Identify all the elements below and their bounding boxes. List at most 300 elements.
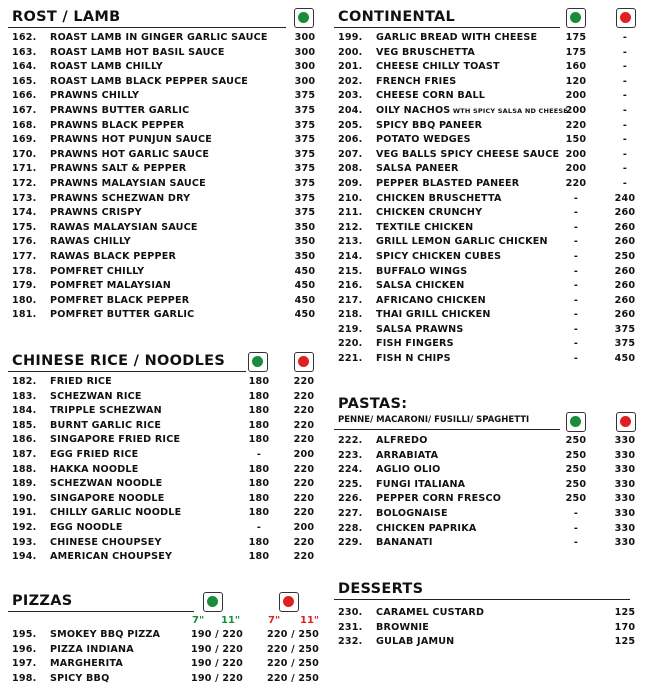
item-name: BOLOGNAISE [376,507,448,519]
item-price: 125 [614,607,636,618]
nonveg-price: 330 [614,507,636,519]
item-number: 192. [12,521,37,533]
item-name: FISH N CHIPS [376,353,451,365]
item-name: CHILLY GARLIC NOODLE [50,507,182,519]
menu-item-row [8,390,326,405]
item-number: 181. [12,309,37,321]
veg-price: 190 / 220 [190,672,244,684]
item-name: POMFRET BLACK PEPPER [50,294,190,306]
item-name: BANANATI [376,537,433,549]
veg-price: 200 [565,90,587,102]
item-name: MARGHERITA [50,658,123,670]
item-price: 170 [614,621,636,633]
item-name: PRAWNS BUTTER GARLIC [50,104,190,116]
item-price: 375 [294,192,316,204]
item-number: 163. [12,46,37,58]
veg-mark-icon [566,412,586,432]
item-number: 198. [12,672,37,684]
item-name: EGG FRIED RICE [50,448,139,460]
item-number: 228. [338,522,363,534]
nonveg-price: - [622,75,628,87]
veg-price: 175 [565,32,587,43]
menu-item-row [334,294,640,309]
veg-price: - [573,323,579,335]
item-price: 350 [294,221,316,233]
item-number: 195. [12,629,37,640]
item-number: 173. [12,192,37,204]
item-list [8,375,326,565]
menu-item-row [334,119,640,134]
menu-item-row [334,177,640,192]
menu-item-row [8,404,326,419]
section-title: DESSERTS [338,581,424,597]
menu-item-row [334,46,640,61]
nonveg-price: - [622,61,628,73]
nonveg-mark-icon [616,412,636,432]
menu-item-row [8,104,326,119]
menu-item-row [334,89,640,104]
item-number: 168. [12,119,37,131]
veg-price: 180 [248,419,270,431]
menu-item-row [334,308,640,323]
item-number: 209. [338,177,363,189]
veg-price: 180 [248,507,270,519]
item-price: 125 [614,636,636,648]
section-title: PASTAS: [338,396,408,412]
veg-price: - [573,353,579,365]
item-name: RAWAS CHILLY [50,236,131,248]
nonveg-price: 260 [614,280,636,292]
item-list [8,31,326,323]
item-name: OILY NACHOS WTH SPICY SALSA ND CHEESE [376,104,568,116]
item-price: 375 [294,177,316,189]
menu-item-row [334,449,640,464]
item-number: 212. [338,221,363,233]
menu-item-row [334,635,640,650]
item-price: 300 [294,46,316,58]
veg-mark-icon [203,592,223,612]
menu-item-row [334,133,640,148]
menu-item-row [334,250,640,265]
item-number: 204. [338,104,363,116]
veg-price: - [573,507,579,519]
item-name: BURNT GARLIC RICE [50,419,162,431]
menu-item-row [8,279,326,294]
veg-price: 180 [248,390,270,402]
nonveg-price: 260 [614,236,636,248]
item-name: PRAWNS CHILLY [50,90,140,102]
item-number: 194. [12,551,37,563]
item-number: 196. [12,643,37,655]
menu-item-row [8,433,326,448]
item-number: 221. [338,353,363,365]
item-list [8,628,326,686]
item-name: TRIPPLE SCHEZWAN [50,405,162,417]
section-desserts [334,576,640,650]
item-number: 176. [12,236,37,248]
nonveg-price: 220 [293,492,315,504]
veg-price: 190 / 220 [190,658,244,670]
item-number: 165. [12,75,37,87]
section-pastas [334,394,640,551]
item-price: 450 [294,294,316,306]
item-price: 450 [294,280,316,292]
item-name: PIZZA INDIANA [50,643,134,655]
veg-price: 190 / 220 [190,629,244,640]
veg-price: 180 [248,536,270,548]
menu-item-row [8,177,326,192]
item-name: SINGAPORE FRIED RICE [50,434,181,446]
item-number: 218. [338,309,363,321]
item-number: 232. [338,636,363,648]
nonveg-price: 375 [614,338,636,350]
item-name: ARRABIATA [376,449,439,461]
item-number: 222. [338,435,363,446]
veg-price: - [573,309,579,321]
nonveg-price: 330 [614,464,636,476]
item-number: 229. [338,537,363,549]
menu-item-row [334,75,640,90]
nonveg-price: 220 / 250 [266,643,320,655]
item-number: 187. [12,448,37,460]
veg-price: - [573,338,579,350]
item-number: 213. [338,236,363,248]
veg-price: - [573,236,579,248]
menu-item-row [334,206,640,221]
item-number: 225. [338,478,363,490]
nonveg-price: 220 [293,463,315,475]
nonveg-price: 220 / 250 [266,672,320,684]
veg-price: - [573,537,579,549]
veg-price: 180 [248,376,270,387]
item-number: 205. [338,119,363,131]
item-name: ROAST LAMB CHILLY [50,61,163,73]
item-name: CHEESE CHILLY TOAST [376,61,500,73]
section-title: CHINESE RICE / NOODLES [12,353,226,369]
nonveg-price: 260 [614,309,636,321]
veg-price: 180 [248,478,270,490]
section-title: ROST / LAMB [12,9,121,25]
size-11-label: 11" [300,615,320,626]
item-number: 183. [12,390,37,402]
item-price: 375 [294,148,316,160]
item-name: FRENCH FRIES [376,75,457,87]
size-11-label: 11" [221,615,241,626]
menu-item-row [8,448,326,463]
veg-price: 190 / 220 [190,643,244,655]
veg-price: 250 [565,478,587,490]
veg-price: - [573,522,579,534]
veg-price: 120 [565,75,587,87]
item-number: 197. [12,658,37,670]
item-price: 375 [294,134,316,146]
size-7-label: 7" [192,615,205,626]
item-name: VEG BRUSCHETTA [376,46,476,58]
item-name: GARLIC BREAD WITH CHEESE [376,32,538,43]
item-number: 210. [338,192,363,204]
item-number: 217. [338,294,363,306]
item-list [334,31,640,367]
item-name: BROWNIE [376,621,429,633]
veg-price: 250 [565,493,587,505]
section-chinese [8,348,326,565]
pasta-types: PENNE/ MACARONI/ FUSILLI/ SPAGHETTI [338,415,530,425]
nonveg-price: 220 [293,551,315,563]
item-number: 214. [338,250,363,262]
nonveg-price: - [622,163,628,175]
nonveg-price: - [622,32,628,43]
nonveg-price: 220 / 250 [266,658,320,670]
menu-item-row [8,672,326,687]
item-number: 227. [338,507,363,519]
veg-price: 200 [565,163,587,175]
item-name: FUNGI ITALIANA [376,478,466,490]
item-number: 200. [338,46,363,58]
item-name: CHICKEN CRUNCHY [376,207,483,219]
item-number: 190. [12,492,37,504]
item-name: SALSA PRAWNS [376,323,464,335]
veg-price: - [573,207,579,219]
menu-item-row [334,192,640,207]
veg-price: 150 [565,134,587,146]
item-list [334,434,640,551]
menu-item-row [334,522,640,537]
nonveg-mark-icon [279,592,299,612]
item-name: RAWAS BLACK PEPPER [50,250,177,262]
item-name: VEG BALLS SPICY CHEESE SAUCE [376,148,560,160]
item-name: POTATO WEDGES [376,134,471,146]
item-name: CHEESE CORN BALL [376,90,486,102]
menu-item-row [334,148,640,163]
menu-item-row [8,308,326,323]
nonveg-price: 220 [293,405,315,417]
menu-item-row [8,221,326,236]
item-number: 177. [12,250,37,262]
item-name: CHICKEN PAPRIKA [376,522,477,534]
item-name: SALSA PANEER [376,163,459,175]
nonveg-price: - [622,46,628,58]
menu-item-row [8,119,326,134]
item-name: PRAWNS SCHEZWAN DRY [50,192,191,204]
item-number: 208. [338,163,363,175]
nonveg-price: 330 [614,493,636,505]
nonveg-price: 240 [614,192,636,204]
item-number: 230. [338,607,363,618]
menu-item-row [334,104,640,119]
section-title: PIZZAS [12,593,73,609]
veg-mark-icon [294,8,314,28]
item-name: SPICY BBQ PANEER [376,119,483,131]
item-number: 207. [338,148,363,160]
nonveg-price: - [622,104,628,116]
item-price: 350 [294,236,316,248]
nonveg-price: - [622,177,628,189]
item-name: SPICY BBQ [50,672,110,684]
item-price: 450 [294,265,316,277]
item-price: 375 [294,119,316,131]
menu-item-row [334,221,640,236]
item-number: 167. [12,104,37,116]
nonveg-price: 220 [293,419,315,431]
size-7-label: 7" [268,615,281,626]
veg-price: 250 [565,435,587,446]
veg-price: 160 [565,61,587,73]
nonveg-price: 260 [614,294,636,306]
veg-price: 200 [565,148,587,160]
veg-price: 180 [248,463,270,475]
section-pizzas [8,588,326,686]
item-price: 375 [294,163,316,175]
nonveg-price: 220 / 250 [266,629,320,640]
item-name: PRAWNS CRISPY [50,207,142,219]
menu-item-row [334,606,640,621]
item-name: SCHEZWAN NOODLE [50,478,163,490]
menu-item-row [8,206,326,221]
veg-price: - [573,250,579,262]
item-name: GULAB JAMUN [376,636,455,648]
menu-item-row [8,477,326,492]
item-price: 375 [294,90,316,102]
item-number: 171. [12,163,37,175]
menu-item-row [334,536,640,551]
item-name: ALFREDO [376,435,428,446]
item-name: PRAWNS BLACK PEPPER [50,119,185,131]
menu-item-row [8,463,326,478]
menu-item-row [334,621,640,636]
item-number: 182. [12,376,37,387]
veg-mark-icon [248,352,268,372]
veg-price: 200 [565,104,587,116]
item-price: 450 [294,309,316,321]
veg-price: - [573,280,579,292]
item-number: 188. [12,463,37,475]
menu-item-row [8,89,326,104]
menu-item-row [8,419,326,434]
veg-price: 180 [248,551,270,563]
veg-price: - [256,448,262,460]
veg-price: 220 [565,177,587,189]
menu-item-row [8,148,326,163]
item-number: 219. [338,323,363,335]
menu-item-row [8,235,326,250]
veg-price: 180 [248,405,270,417]
item-number: 202. [338,75,363,87]
nonveg-price: 260 [614,207,636,219]
item-number: 174. [12,207,37,219]
item-price: 300 [294,61,316,73]
item-number: 231. [338,621,363,633]
item-number: 180. [12,294,37,306]
menu-item-row [334,323,640,338]
menu-item-row [334,507,640,522]
item-name: SMOKEY BBQ PIZZA [50,629,161,640]
menu-item-row [334,162,640,177]
veg-price: - [573,265,579,277]
item-number: 211. [338,207,363,219]
menu-item-row [8,265,326,280]
menu-item-row [8,536,326,551]
item-name: PRAWNS SALT & PEPPER [50,163,187,175]
item-name: THAI GRILL CHICKEN [376,309,491,321]
nonveg-price: 250 [614,250,636,262]
menu-item-row [8,250,326,265]
item-name: POMFRET MALAYSIAN [50,280,171,292]
menu-item-row [8,550,326,565]
item-number: 189. [12,478,37,490]
item-name: BUFFALO WINGS [376,265,468,277]
item-price: 300 [294,32,316,43]
menu-item-row [334,60,640,75]
item-price: 350 [294,250,316,262]
nonveg-price: 200 [293,521,315,533]
item-number: 178. [12,265,37,277]
item-name: FISH FINGERS [376,338,454,350]
item-number: 216. [338,280,363,292]
item-number: 166. [12,90,37,102]
item-name: ROAST LAMB HOT BASIL SAUCE [50,46,225,58]
nonveg-price: 220 [293,434,315,446]
menu-item-row [334,434,640,449]
item-name: PEPPER BLASTED PANEER [376,177,520,189]
nonveg-price: 330 [614,449,636,461]
nonveg-price: 220 [293,478,315,490]
item-name: ROAST LAMB BLACK PEPPER SAUCE [50,75,249,87]
item-number: 224. [338,464,363,476]
menu-item-row [8,60,326,75]
nonveg-price: 330 [614,478,636,490]
menu-item-row [8,294,326,309]
item-name: CHICKEN BRUSCHETTA [376,192,502,204]
veg-price: - [573,221,579,233]
nonveg-price: 330 [614,522,636,534]
item-name: SALSA CHICKEN [376,280,465,292]
item-number: 191. [12,507,37,519]
menu-item-row [334,337,640,352]
item-name: TEXTILE CHICKEN [376,221,474,233]
item-number: 184. [12,405,37,417]
menu-item-row [8,192,326,207]
menu-item-row [8,628,326,643]
nonveg-price: - [622,119,628,131]
item-number: 199. [338,32,363,43]
item-name: RAWAS MALAYSIAN SAUCE [50,221,198,233]
item-number: 226. [338,493,363,505]
item-number: 162. [12,32,37,43]
menu-item-row [334,463,640,478]
item-name: SPICY CHICKEN CUBES [376,250,502,262]
item-number: 203. [338,90,363,102]
item-note: WTH SPICY SALSA ND CHEESE [450,106,568,115]
nonveg-mark-icon [616,8,636,28]
item-number: 215. [338,265,363,277]
item-price: 300 [294,75,316,87]
item-number: 206. [338,134,363,146]
menu-item-row [8,31,326,46]
menu-item-row [8,75,326,90]
veg-price: - [573,294,579,306]
menu-item-row [8,133,326,148]
nonveg-price: 220 [293,376,315,387]
menu-item-row [334,265,640,280]
menu-item-row [334,352,640,367]
item-name: PRAWNS MALAYSIAN SAUCE [50,177,206,189]
item-name: HAKKA NOODLE [50,463,139,475]
item-name: AGLIO OLIO [376,464,441,476]
menu-item-row [8,506,326,521]
item-name: CARAMEL CUSTARD [376,607,485,618]
item-list [334,606,640,650]
menu-item-row [8,46,326,61]
